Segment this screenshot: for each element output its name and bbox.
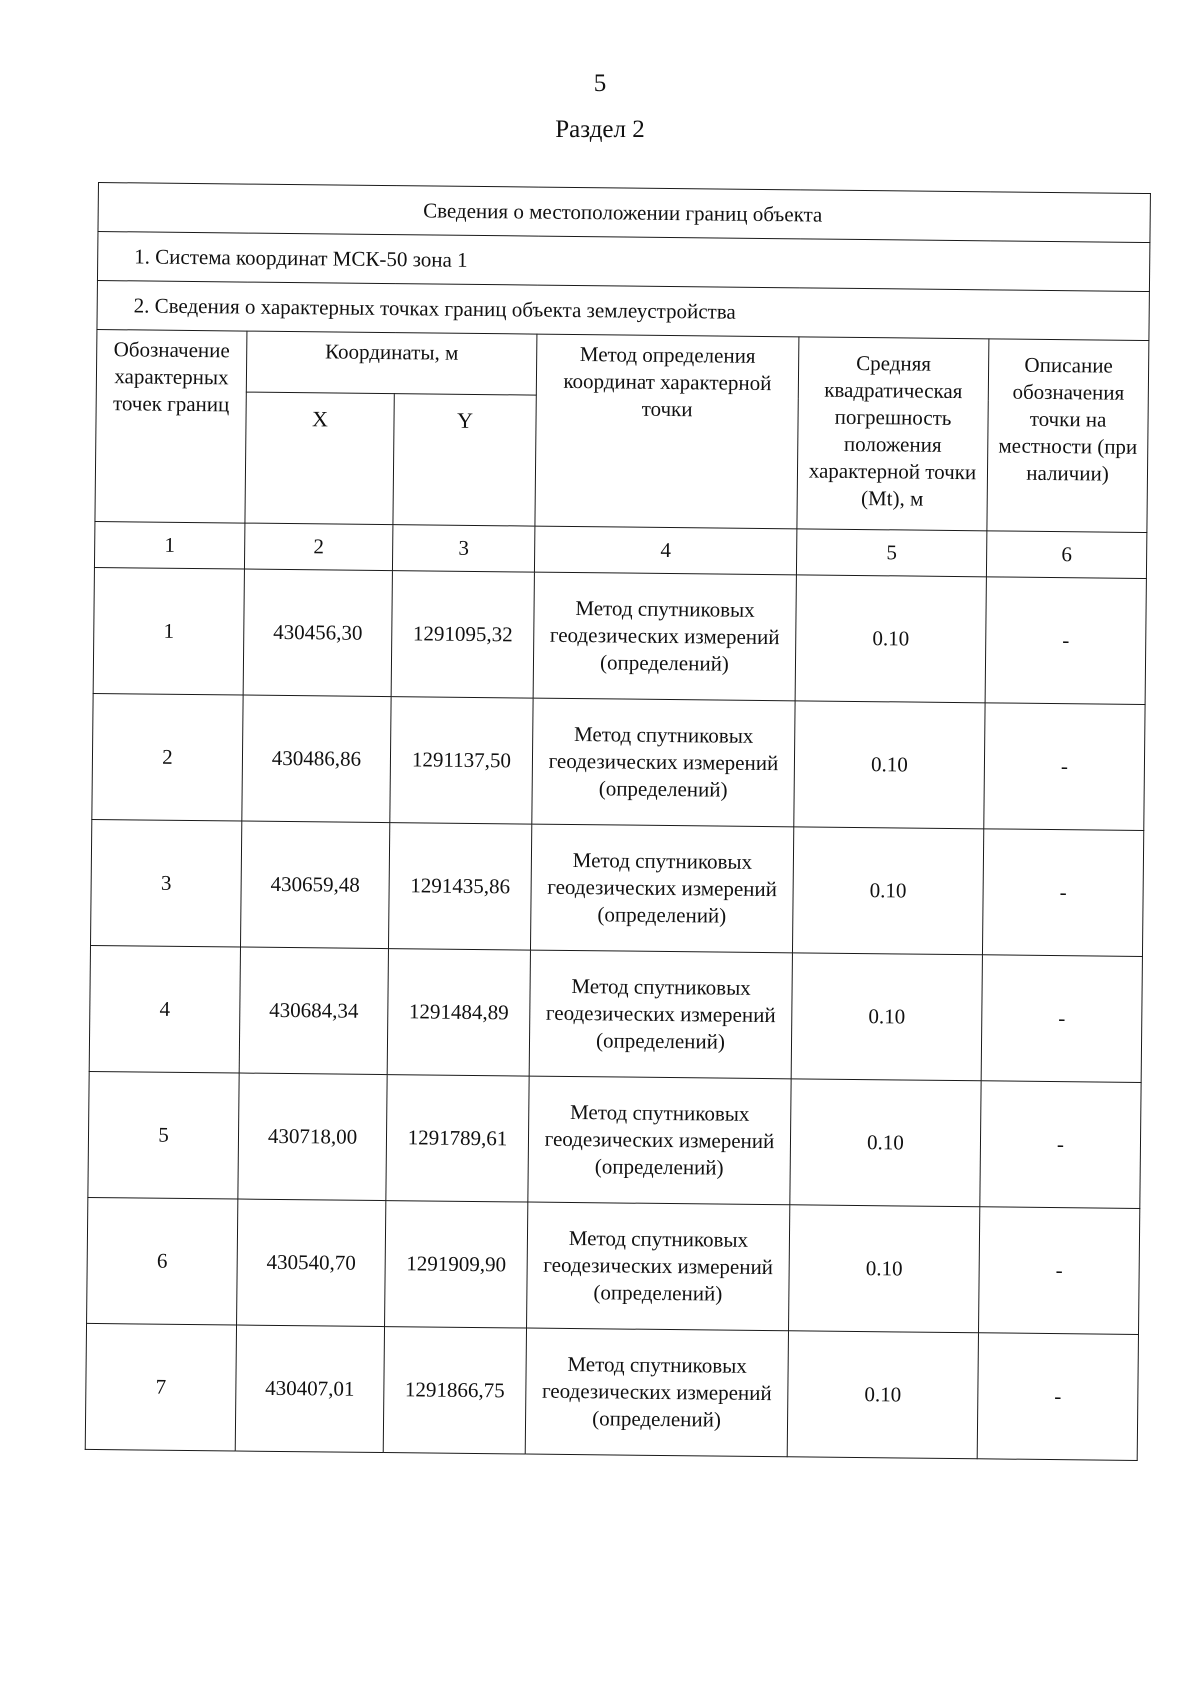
coord-y: 1291484,89	[387, 949, 530, 1076]
point-number: 6	[87, 1197, 238, 1325]
error-cell: 0.10	[790, 1079, 981, 1207]
boundary-table-container	[85, 182, 1150, 1461]
column-number: 3	[392, 525, 534, 572]
coord-x: 430540,70	[237, 1199, 386, 1327]
header-x: X	[245, 392, 394, 525]
section-title: Раздел 2	[555, 116, 645, 143]
coord-x: 430684,34	[239, 947, 388, 1075]
table-row	[87, 1197, 1140, 1334]
coord-y: 1291866,75	[383, 1327, 526, 1454]
column-number: 4	[534, 526, 796, 575]
coord-x: 430718,00	[238, 1073, 387, 1201]
error-cell: 0.10	[789, 1205, 980, 1333]
method-cell: Метод спутниковых геодезических измерений (определений)	[527, 1202, 790, 1331]
description-cell: -	[984, 703, 1145, 831]
coord-y: 1291435,86	[388, 823, 531, 950]
header-error: Средняя квадратическая погрешность положения характерной точки (Mt), м	[797, 337, 989, 531]
boundary-points-table	[85, 182, 1151, 1461]
description-cell: -	[980, 1081, 1141, 1209]
coord-x: 430407,01	[235, 1325, 384, 1453]
description-cell: -	[985, 577, 1146, 705]
coord-y: 1291789,61	[386, 1075, 529, 1202]
page-number: 5	[593, 70, 607, 97]
table-row	[92, 693, 1145, 830]
table-title: Сведения о местоположении границ объекта	[98, 183, 1151, 243]
point-number: 3	[91, 819, 242, 947]
description-cell: -	[978, 1207, 1139, 1335]
point-number: 1	[93, 567, 244, 695]
error-cell: 0.10	[791, 953, 982, 1081]
method-cell: Метод спутниковых геодезических измерений (определений)	[533, 572, 796, 701]
header-point-designation: Обозначение характерных точек границ	[95, 329, 247, 523]
method-cell: Метод спутниковых геодезических измерений (определений)	[529, 950, 792, 1079]
coord-x: 430659,48	[240, 821, 389, 949]
point-number: 7	[85, 1323, 236, 1451]
method-cell: Метод спутниковых геодезических измерений (определений)	[532, 698, 795, 827]
header-method: Метод определения координат характерной точки	[535, 334, 799, 529]
coord-y: 1291137,50	[390, 697, 533, 824]
table-row	[85, 1323, 1138, 1460]
method-cell: Метод спутниковых геодезических измерений (определений)	[530, 824, 793, 953]
header-description: Описание обозначения точки на местности (при наличии)	[987, 339, 1149, 533]
table-row	[88, 1071, 1141, 1208]
table-row	[93, 567, 1146, 704]
coordinate-system: 1. Система координат МСК-50 зона 1	[97, 232, 1150, 292]
method-cell: Метод спутниковых геодезических измерений (определений)	[528, 1076, 791, 1205]
header-y: Y	[393, 394, 536, 526]
table-row	[89, 945, 1142, 1082]
column-number: 5	[796, 529, 986, 577]
coord-y: 1291095,32	[391, 571, 534, 698]
point-number: 5	[88, 1071, 239, 1199]
error-cell: 0.10	[794, 701, 985, 829]
error-cell: 0.10	[795, 575, 986, 703]
column-number: 1	[94, 521, 244, 569]
header-row	[96, 329, 1149, 401]
coord-x: 430456,30	[243, 569, 392, 697]
header-coordinates: Координаты, м	[246, 331, 537, 395]
description-cell: -	[977, 1333, 1138, 1461]
point-number: 2	[92, 693, 243, 821]
method-cell: Метод спутниковых геодезических измерений (определений)	[525, 1328, 788, 1457]
points-caption: 2. Сведения о характерных точках границ объекта землеустройства	[97, 280, 1150, 340]
description-cell: -	[981, 955, 1142, 1083]
column-number: 2	[244, 523, 392, 571]
description-cell: -	[982, 829, 1143, 957]
coord-y: 1291909,90	[385, 1201, 528, 1328]
table-row	[91, 819, 1144, 956]
column-number: 6	[986, 531, 1147, 579]
error-cell: 0.10	[787, 1331, 978, 1459]
coord-x: 430486,86	[242, 695, 391, 823]
error-cell: 0.10	[792, 827, 983, 955]
point-number: 4	[89, 945, 240, 1073]
